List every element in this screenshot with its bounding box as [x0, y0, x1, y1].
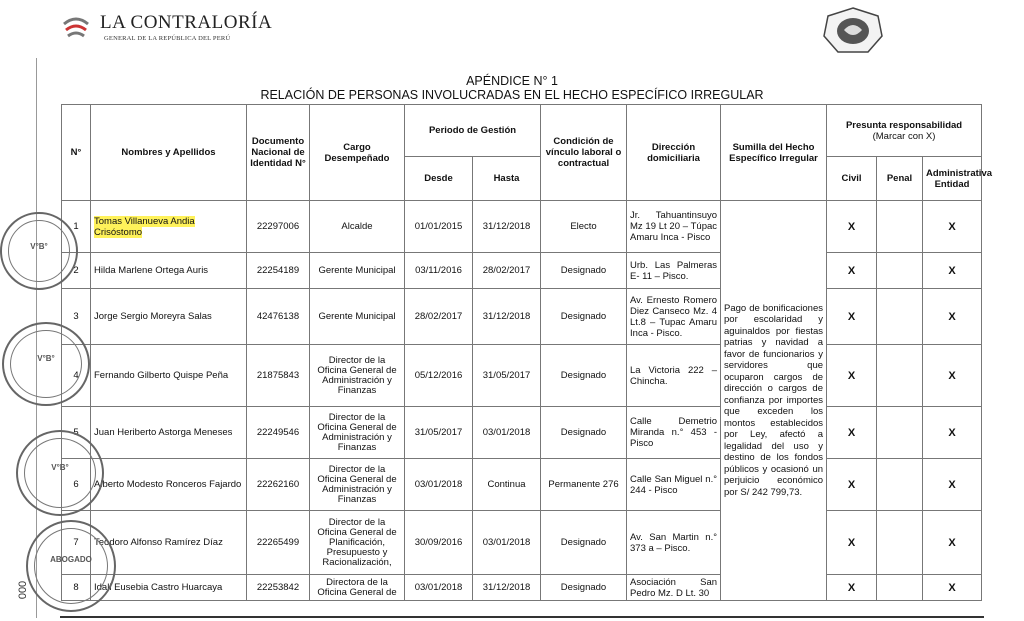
- cell-penal: [877, 289, 923, 345]
- header-penal: Penal: [877, 157, 923, 201]
- cell-desde: 03/01/2018: [405, 459, 473, 511]
- header-cargo: Cargo Desempeñado: [310, 105, 405, 201]
- cell-civil: X: [827, 345, 877, 407]
- municipal-stamp: [26, 520, 116, 612]
- table-row: [62, 511, 982, 575]
- highlighted-name: Tomas Villanueva Andia Crisóstomo: [94, 215, 195, 238]
- cell-condicion: Electo: [541, 201, 627, 253]
- cell-direccion: Av. Ernesto Romero Diez Canseco Mz. 4 Lt.8 – Tupac Amaru Inca - Pisco.: [627, 289, 721, 345]
- cell-condicion: Designado: [541, 289, 627, 345]
- cell-admin: X: [923, 575, 982, 601]
- cell-hasta: 03/01/2018: [473, 407, 541, 459]
- cell-hasta: 31/05/2017: [473, 345, 541, 407]
- stamp-text: V°B°: [30, 242, 48, 252]
- header-resp-note: (Marcar con X): [872, 130, 936, 142]
- org-subtitle: GENERAL DE LA REPÚBLICA DEL PERÚ: [104, 35, 231, 42]
- stamp-ring: [34, 528, 108, 604]
- cell-num: 4: [62, 345, 91, 407]
- cell-name: Idali Eusebia Castro Huarcaya: [91, 575, 247, 601]
- municipal-stamp: [2, 322, 90, 406]
- cell-admin: X: [923, 201, 982, 253]
- stamp-text: V°B°: [37, 354, 55, 364]
- cell-penal: [877, 407, 923, 459]
- header-hasta: Hasta: [473, 157, 541, 201]
- municipal-stamp: [16, 430, 104, 516]
- cell-cargo: Director de la Oficina General de Administración y Finanzas: [310, 345, 405, 407]
- cell-num: 2: [62, 253, 91, 289]
- cell-sumilla: Pago de bonificaciones por escolaridad y aguinaldos por fiestas patrias y navidad a favor de funcionarios y servidores que ocuparon cargos de dirección o cargos de confianza por importes que exceden los montos establecidos por Ley, afectó a legalidad del uso y destino de los fondos públicos y ocasionó un perjuicio económico por S/ 242 799,73.: [721, 201, 827, 601]
- cell-desde: 01/01/2015: [405, 201, 473, 253]
- cell-dni: 42476138: [247, 289, 310, 345]
- header-civil: Civil: [827, 157, 877, 201]
- cell-admin: X: [923, 289, 982, 345]
- cell-condicion: Designado: [541, 253, 627, 289]
- cell-condicion: Designado: [541, 345, 627, 407]
- cell-cargo: Directora de la Oficina General de: [310, 575, 405, 601]
- cell-num: 3: [62, 289, 91, 345]
- cell-civil: X: [827, 407, 877, 459]
- cell-admin: X: [923, 459, 982, 511]
- org-name: LA CONTRALORÍA: [100, 12, 273, 33]
- stamp-ring: [10, 330, 82, 398]
- cell-dni: 22297006: [247, 201, 310, 253]
- cell-hasta: 31/12/2018: [473, 575, 541, 601]
- cell-admin: X: [923, 253, 982, 289]
- cell-desde: 03/01/2018: [405, 575, 473, 601]
- letterhead: [0, 0, 1024, 60]
- cell-condicion: Permanente 276: [541, 459, 627, 511]
- cell-hasta: 28/02/2017: [473, 253, 541, 289]
- cell-desde: 30/09/2016: [405, 511, 473, 575]
- cell-civil: X: [827, 575, 877, 601]
- header-num: N°: [62, 105, 91, 201]
- cell-num: 5: [62, 407, 91, 459]
- cell-cargo: Director de la Oficina General de Administración y Finanzas: [310, 407, 405, 459]
- cell-admin: X: [923, 511, 982, 575]
- cell-name: Fernando Gilberto Quispe Peña: [91, 345, 247, 407]
- stamp-ring: [24, 438, 96, 508]
- stamp-text: ABOGADO: [50, 555, 92, 565]
- municipal-crest-icon: [820, 6, 886, 54]
- cell-civil: X: [827, 201, 877, 253]
- cell-civil: X: [827, 459, 877, 511]
- cell-name: Hilda Marlene Ortega Auris: [91, 253, 247, 289]
- cell-name: Juan Heriberto Astorga Meneses: [91, 407, 247, 459]
- cell-hasta: Continua: [473, 459, 541, 511]
- cell-cargo: Director de la Oficina General de Administración y Finanzas: [310, 459, 405, 511]
- cell-condicion: Designado: [541, 575, 627, 601]
- cell-direccion: La Victoria 222 – Chincha.: [627, 345, 721, 407]
- cell-direccion: Asociación San Pedro Mz. D Lt. 30: [627, 575, 721, 601]
- cell-civil: X: [827, 289, 877, 345]
- cell-name: Jorge Sergio Moreyra Salas: [91, 289, 247, 345]
- header-admin: Administrativa Entidad: [923, 157, 982, 201]
- cell-condicion: Designado: [541, 407, 627, 459]
- cell-name: Teodoro Alfonso Ramírez Díaz: [91, 511, 247, 575]
- cell-condicion: Designado: [541, 511, 627, 575]
- cell-cargo: Alcalde: [310, 201, 405, 253]
- header-condicion: Condición de vínculo laboral o contractual: [541, 105, 627, 201]
- cell-desde: 31/05/2017: [405, 407, 473, 459]
- header-resp-title: Presunta responsabilidad: [845, 119, 963, 131]
- appendix-title: APÉNDICE N° 1: [466, 74, 558, 88]
- header-direccion: Dirección domiciliaria: [627, 105, 721, 201]
- cell-hasta: 31/12/2018: [473, 289, 541, 345]
- cell-penal: [877, 345, 923, 407]
- cell-dni: 22253842: [247, 575, 310, 601]
- stamp-text: V°B°: [51, 463, 69, 473]
- header-desde: Desde: [405, 157, 473, 201]
- cell-dni: 22262160: [247, 459, 310, 511]
- cell-direccion: Urb. Las Palmeras E- 11 – Pisco.: [627, 253, 721, 289]
- cell-cargo: Gerente Municipal: [310, 253, 405, 289]
- cell-direccion: Calle Demetrio Miranda n.° 453 - Pisco: [627, 407, 721, 459]
- contraloria-logo-icon: [60, 14, 92, 46]
- cell-penal: [877, 253, 923, 289]
- cell-hasta: 31/12/2018: [473, 201, 541, 253]
- cell-desde: 05/12/2016: [405, 345, 473, 407]
- table-row: [62, 201, 982, 253]
- cell-num: 7: [62, 511, 91, 575]
- cell-num: 1: [62, 201, 91, 253]
- table-row: [62, 407, 982, 459]
- bottom-rule: [60, 616, 984, 618]
- header-name: Nombres y Apellidos: [91, 105, 247, 201]
- header-dni: Documento Nacional de Identidad N°: [247, 105, 310, 201]
- header-sumilla: Sumilla del Hecho Específico Irregular: [721, 105, 827, 201]
- cell-direccion: Calle San Miguel n.° 244 - Pisco: [627, 459, 721, 511]
- header-periodo: Periodo de Gestión: [405, 105, 541, 157]
- cell-dni: 22265499: [247, 511, 310, 575]
- cell-admin: X: [923, 345, 982, 407]
- cell-num: 8: [62, 575, 91, 601]
- table-row: [62, 459, 982, 511]
- cell-admin: X: [923, 407, 982, 459]
- cell-direccion: Av. San Martin n.° 373 a – Pisco.: [627, 511, 721, 575]
- cell-desde: 03/11/2016: [405, 253, 473, 289]
- municipal-stamp: [0, 212, 78, 290]
- table-row: [62, 289, 982, 345]
- cell-penal: [877, 459, 923, 511]
- appendix-subtitle: RELACIÓN DE PERSONAS INVOLUCRADAS EN EL HECHO ESPECÍFICO IRREGULAR: [260, 88, 764, 102]
- cell-direccion: Jr. Tahuantinsuyo Mz 19 Lt 20 – Túpac Amaru Inca - Pisco: [627, 201, 721, 253]
- cell-dni: 22254189: [247, 253, 310, 289]
- cell-cargo: Gerente Municipal: [310, 289, 405, 345]
- table-row: [62, 575, 982, 601]
- cell-hasta: 03/01/2018: [473, 511, 541, 575]
- folio-number: 000: [17, 580, 30, 600]
- cell-civil: X: [827, 253, 877, 289]
- table-row: [62, 345, 982, 407]
- cell-penal: [877, 575, 923, 601]
- table-row: [62, 253, 982, 289]
- cell-name: Alberto Modesto Ronceros Fajardo: [91, 459, 247, 511]
- persons-table: [61, 104, 993, 601]
- cell-desde: 28/02/2017: [405, 289, 473, 345]
- cell-num: 6: [62, 459, 91, 511]
- header-responsabilidad: [827, 105, 982, 157]
- cell-dni: 22249546: [247, 407, 310, 459]
- cell-penal: [877, 201, 923, 253]
- cell-name: [91, 201, 247, 253]
- cell-dni: 21875843: [247, 345, 310, 407]
- cell-cargo: Director de la Oficina General de Planificación, Presupuesto y Racionalización,: [310, 511, 405, 575]
- cell-penal: [877, 511, 923, 575]
- cell-civil: X: [827, 511, 877, 575]
